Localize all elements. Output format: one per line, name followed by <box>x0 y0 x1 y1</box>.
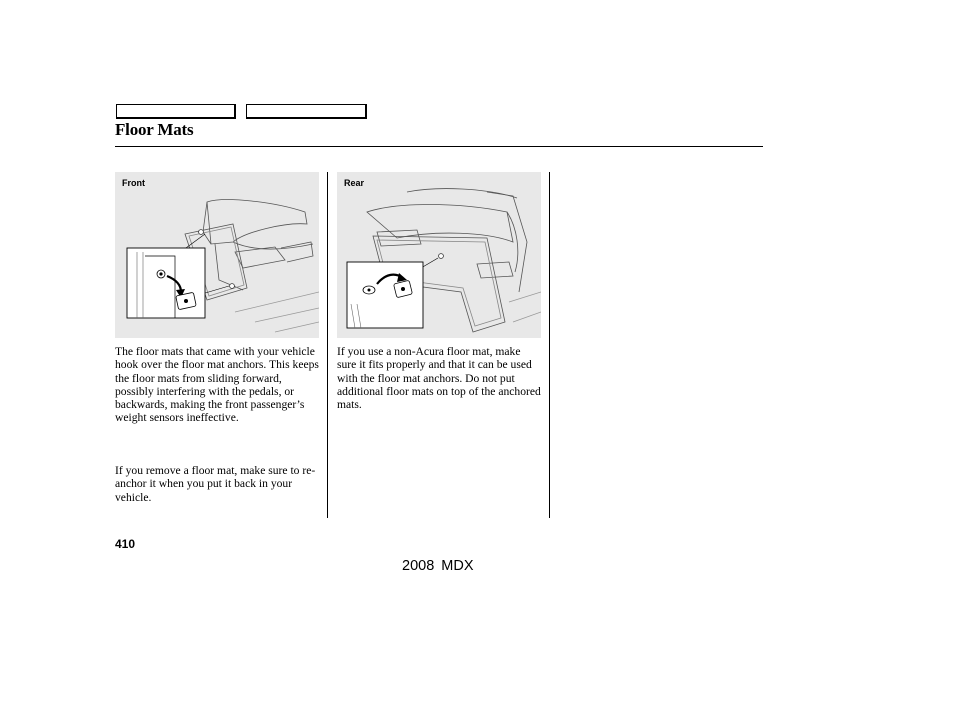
left-paragraph-2: If you remove a floor mat, make sure to re-anchor it when you put it back in your vehicle. <box>115 464 316 504</box>
rear-floor-mat-illustration <box>337 172 541 338</box>
section-tab-1[interactable] <box>116 104 236 119</box>
anchor-icon <box>439 254 444 259</box>
anchor-icon <box>199 230 204 235</box>
page-title: Floor Mats <box>115 120 194 139</box>
section-tab-2[interactable] <box>246 104 367 119</box>
column-divider-1 <box>327 172 328 518</box>
rear-floor-mat-drawing <box>337 172 541 338</box>
rear-figure-label: Rear <box>344 178 365 188</box>
page-number: 410 <box>115 537 136 551</box>
front-floor-mat-illustration <box>115 172 319 338</box>
middle-paragraph-1: If you use a non-Acura floor mat, make sure it fits properly and that it can be used with the floor mat anchors. Do not put additional floor mats on top of the anchored mats. <box>337 345 541 412</box>
left-paragraph-1: The floor mats that came with your vehicle hook over the floor mat anchors. This keeps the floor mats from sliding forward, possibly interfering with the pedals, or backwards, making the front passenger’s weight sensors ineffective. <box>115 345 319 425</box>
footer-model-label: 2008 MDX <box>402 558 474 574</box>
front-floor-mat-drawing <box>115 172 319 338</box>
column-divider-2 <box>549 172 550 518</box>
title-divider <box>115 146 763 147</box>
anchor-icon <box>230 284 235 289</box>
front-figure-label: Front <box>122 178 145 188</box>
